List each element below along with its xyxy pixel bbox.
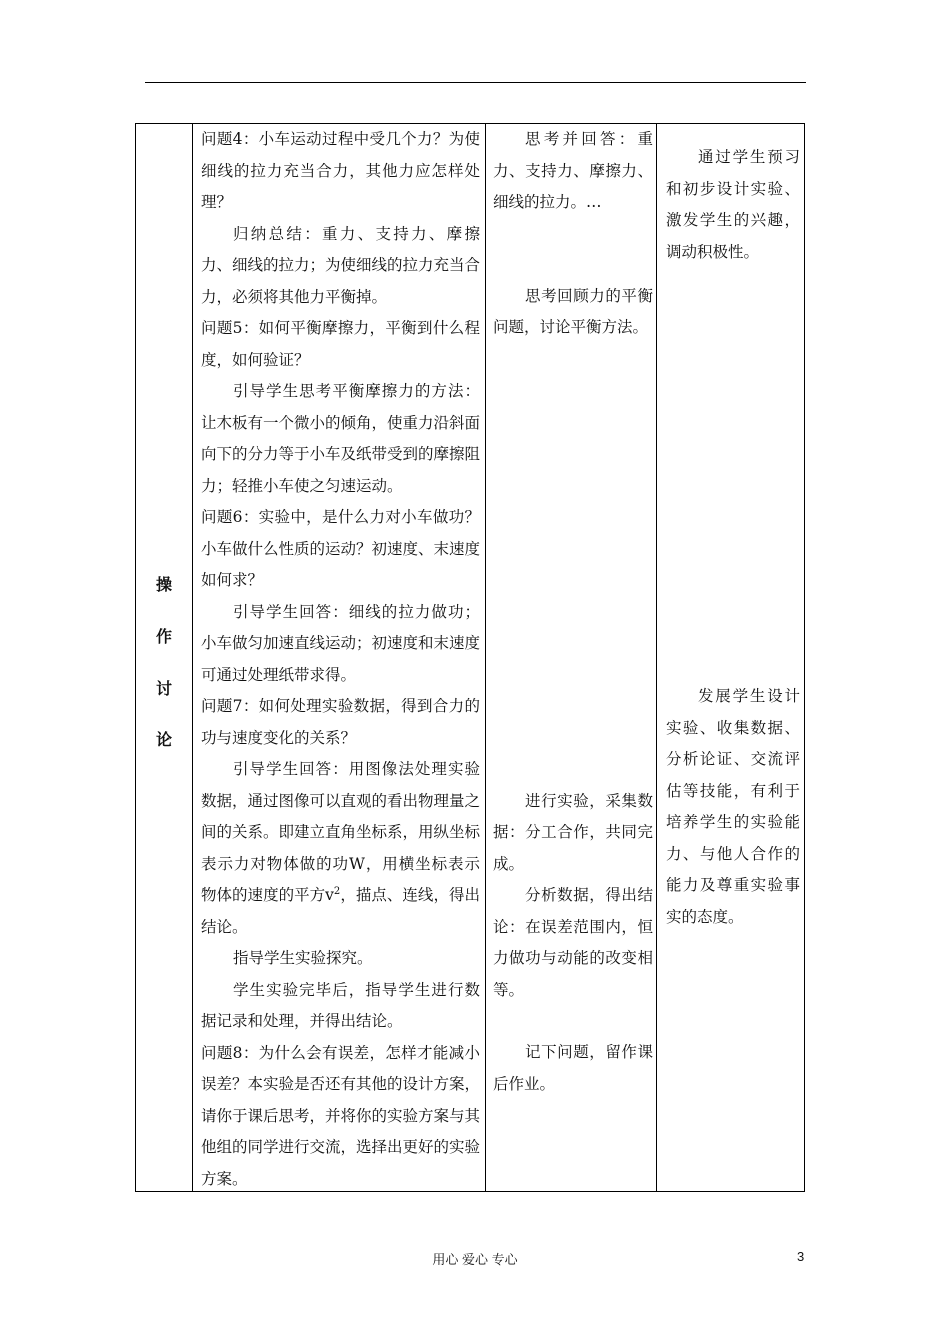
column-divider <box>656 124 657 1191</box>
question-8: 问题8：为什么会有误差，怎样才能减小误差？本实验是否还有其他的设计方案，请你于课后思考，并将你的实验方案与其他组的同学进行交流，选择出更好的实验方案。 <box>201 1043 481 1188</box>
after-experiment-text: 学生实验完毕后，指导学生进行数据记录和处理，并得出结论。 <box>201 980 480 1030</box>
student-activities-cell <box>493 124 653 1191</box>
student-response-3: 进行实验，采集数据：分工合作，共同完成。 <box>493 791 653 873</box>
question-5: 问题5：如何平衡摩擦力，平衡到什么程度，如何验证？ <box>201 319 480 369</box>
design-intent-1: 通过学生预习和初步设计实验、激发学生的兴趣，调动积极性。 <box>666 148 800 261</box>
design-intent-2: 发展学生设计实验、收集数据、分析论证、交流评估等技能，有利于培养学生的实验能力、与他人合作的能力及尊重实验事实的态度。 <box>666 687 800 926</box>
superscript: 2 <box>333 885 341 897</box>
stage-char: 作 <box>155 627 172 646</box>
answer-7-text: 引导学生回答：用图像法处理实验数据，通过图像可以直观的看出物理量之间的关系。即建立直角坐标系，用纵坐标表示力对物体做的功W，用横坐标表示物体的速度的平方v <box>201 760 481 904</box>
column-divider <box>485 124 486 1191</box>
student-response-5: 记下问题，留作课后作业。 <box>493 1043 653 1093</box>
answer-7 <box>201 754 480 943</box>
design-intent-cell <box>666 124 800 1191</box>
question-7: 问题7：如何处理实验数据，得到合力的功与速度变化的关系？ <box>201 697 480 747</box>
page-footer: 用心 爱心 专心 <box>432 1252 518 1267</box>
stage-char: 论 <box>155 730 172 749</box>
guide-text: 指导学生实验探究。 <box>233 949 373 967</box>
answer-6: 引导学生回答：细线的拉力做功；小车做匀加速直线运动；初速度和末速度可通过处理纸带求得。 <box>201 602 481 684</box>
student-response-1: 思考并回答：重力、支持力、摩擦力、细线的拉力。… <box>493 130 653 211</box>
question-6: 问题6：实验中，是什么力对小车做功？小车做什么性质的运动？初速度、末速度如何求？ <box>201 508 481 589</box>
lesson-table <box>135 123 805 1192</box>
student-response-4: 分析数据，得出结论：在误差范围内，恒力做功与动能的改变相等。 <box>493 886 653 999</box>
answer-5: 引导学生思考平衡摩擦力的方法：让木板有一个微小的倾角，使重力沿斜面向下的分力等于小车及纸带受到的摩擦阻力；轻推小车使之匀速运动。 <box>201 382 481 495</box>
answer-4: 归纳总结：重力、支持力、摩擦力、细线的拉力；为使细线的拉力充当合力，必须将其他力平衡掉。 <box>201 224 481 306</box>
answer-7-text-end: ，描点、连线，得出结论。 <box>201 886 480 936</box>
stage-char: 讨 <box>155 679 172 698</box>
stage-label <box>136 124 192 1191</box>
header-rule <box>145 82 806 83</box>
stage-char: 操 <box>155 575 172 594</box>
column-divider <box>192 124 193 1191</box>
page-number: 3 <box>797 1249 805 1264</box>
student-response-2: 思考回顾力的平衡问题，讨论平衡方法。 <box>493 286 653 336</box>
teacher-activities-cell <box>201 124 480 1191</box>
question-4: 问题4：小车运动过程中受几个力？为使细线的拉力充当合力，其他力应怎样处理？ <box>201 130 480 211</box>
